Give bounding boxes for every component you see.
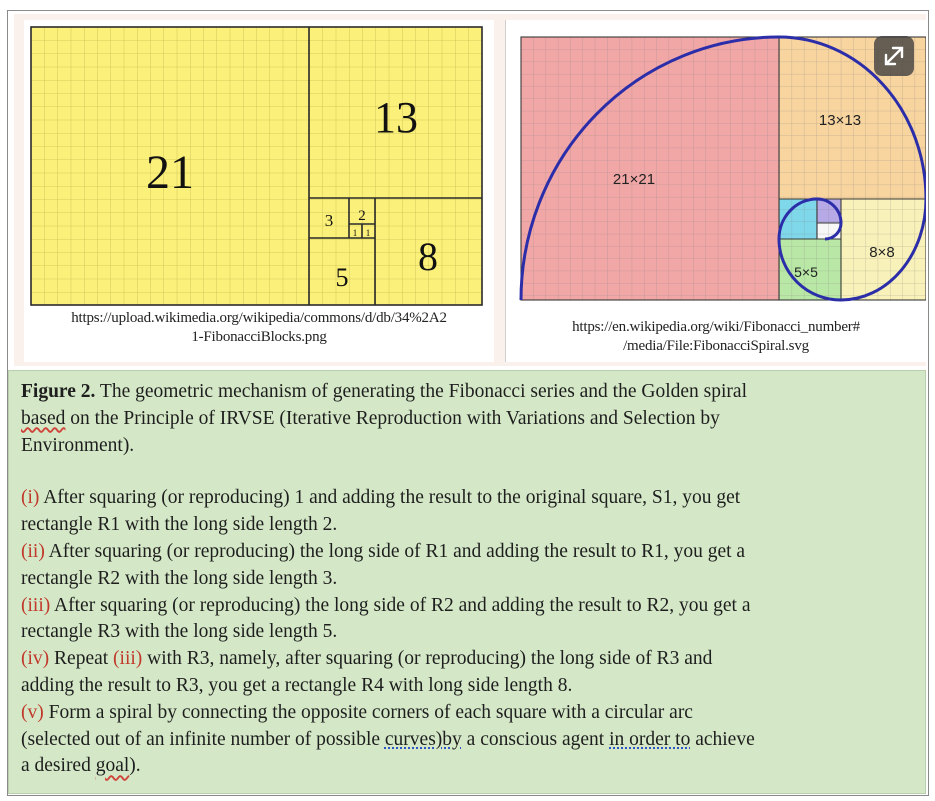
block-label-2: 2 xyxy=(358,208,366,224)
block-label-3: 3 xyxy=(324,211,334,230)
left-source-line-1: https://upload.wikimedia.org/wikipedia/commons/d/db/34%2A2 xyxy=(71,310,447,326)
figure-caption-box: Figure 2. The geometric mechanism of generating the Fibonacci series and the Golden spiral based on the Principle of IRVSE (Iterative Reproduction with Variations and Selection by Environment). (i) After squaring (or reproducing) 1 and adding the result to the original square, S1, you get rectangle R1 with the long side length 2. (ii) After squaring (or reproducing) the long side of R1 and adding the result to R1, you get a rectangle R2 with the long side length 3. (iii) After squaring (or reproducing) the long side of R2 and adding the result to R2, you get a rectangle R3 with the long side length 5. (iv) Repeat (iii) with R3, namely, after squaring (or reproducing) the long side of R3 and adding the result to R3, you get a rectangle R4 with long side length 8. (v) Form a spiral by connecting the opposite corners of each square with a circular arc (selected out of an infinite number of possible curves)by a conscious agent in order to achieve a desired goal). xyxy=(8,370,926,794)
block-label-1b: 1 xyxy=(365,228,371,238)
expand-arrows-icon xyxy=(874,36,914,76)
figure-images xyxy=(14,14,926,366)
block-label-8: 8 xyxy=(418,234,438,279)
right-image-source xyxy=(506,318,926,356)
block-label-13: 13 xyxy=(374,93,418,142)
fibonacci-spiral-panel xyxy=(505,20,926,362)
step-i: (i) After squaring (or reproducing) 1 and adding the result to the original square, S1, you get xyxy=(21,487,741,509)
figure-title: Figure 2. The geometric mechanism of generating the Fibonacci series and the Golden spiral xyxy=(21,381,747,402)
step-iv: (iv) Repeat (iii) with R3, namely, after squaring (or reproducing) the long side of R3 and xyxy=(21,648,713,670)
left-image-source xyxy=(24,309,494,347)
fibonacci-spiral-image xyxy=(506,20,926,310)
right-source-line-2: /media/File:FibonacciSpiral.svg xyxy=(623,338,809,354)
block-label-5: 5 xyxy=(335,263,349,292)
fibonacci-blocks-panel xyxy=(24,20,494,362)
square-label-21: 21×21 xyxy=(612,171,656,188)
square-label-5: 5×5 xyxy=(794,264,818,280)
right-source-line-1: https://en.wikipedia.org/wiki/Fibonacci_number# xyxy=(572,319,860,335)
square-label-8: 8×8 xyxy=(869,244,895,261)
step-ii: (ii) After squaring (or reproducing) the long side of R1 and adding the result to R1, you get a xyxy=(21,540,746,562)
square-label-13: 13×13 xyxy=(818,112,862,129)
step-v: (v) Form a spiral by connecting the opposite corners of each square with a circular arc xyxy=(21,701,693,723)
block-label-21: 21 xyxy=(146,146,194,199)
expand-button[interactable] xyxy=(874,36,914,76)
block-label-1a: 1 xyxy=(352,228,358,238)
fibonacci-blocks-image xyxy=(24,20,494,310)
step-iii: (iii) After squaring (or reproducing) the long side of R2 and adding the result to R2, you get a xyxy=(21,594,751,616)
left-source-line-2: 1-FibonacciBlocks.png xyxy=(191,329,327,345)
